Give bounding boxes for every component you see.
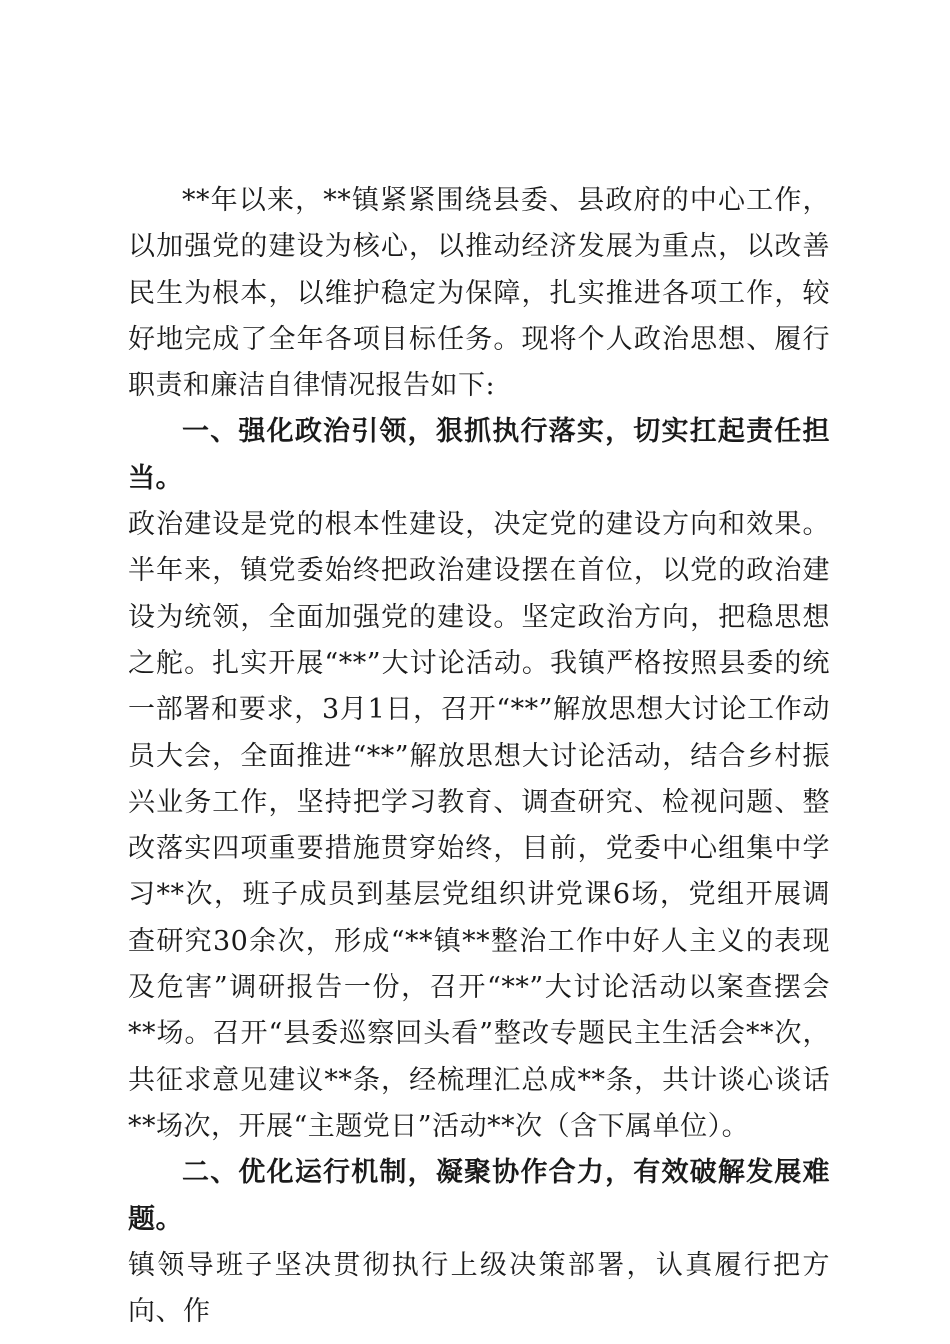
section-2-body: 镇领导班子坚决贯彻执行上级决策部署，认真履行把方向、作 bbox=[128, 1249, 830, 1328]
section-1-heading: 一、强化政治引领，狠抓执行落实，切实扛起责任担当。 bbox=[128, 416, 830, 494]
section-1-body: 政治建设是党的根本性建设，决定党的建设方向和效果。半年来，镇党委始终把政治建设摆在首位，以党的政治建设为统领，全面加强党的建设。坚定政治方向，把稳思想之舵。扎实开展“**”大讨论活动。我镇严格按照县委的统一部署和要求，3月1日，召开“**”解放思想大讨论工作动员大会，全面推进“**”解放思想大讨论活动，结合乡村振兴业务工作，坚持把学习教育、调查研究、检视问题、整改落实四项重要措施贯穿始终，目前，党委中心组集中学习**次，班子成员到基层党组织讲党课6场，党组开展调查研究30余次，形成“**镇**整治工作中好人主义的表现及危害”调研报告一份，召开“**”大讨论活动以案查摆会**场。召开“县委巡察回头看”整改专题民主生活会**次，共征求意见建议**条，经梳理汇总成**条，共计谈心谈话**场次，开展“主题党日”活动**次（含下属单位）。 bbox=[128, 509, 830, 1142]
section-2-heading: 二、优化运行机制，凝聚协作合力，有效破解发展难题。 bbox=[128, 1157, 830, 1235]
document-body bbox=[128, 178, 830, 1335]
intro-paragraph: **年以来，**镇紧紧围绕县委、县政府的中心工作，以加强党的建设为核心，以推动经济发展为重点，以改善民生为根本，以维护稳定为保障，扎实推进各项工作，较好地完成了全年各项目标任务。现将个人政治思想、履行职责和廉洁自律情况报告如下: bbox=[128, 185, 830, 402]
